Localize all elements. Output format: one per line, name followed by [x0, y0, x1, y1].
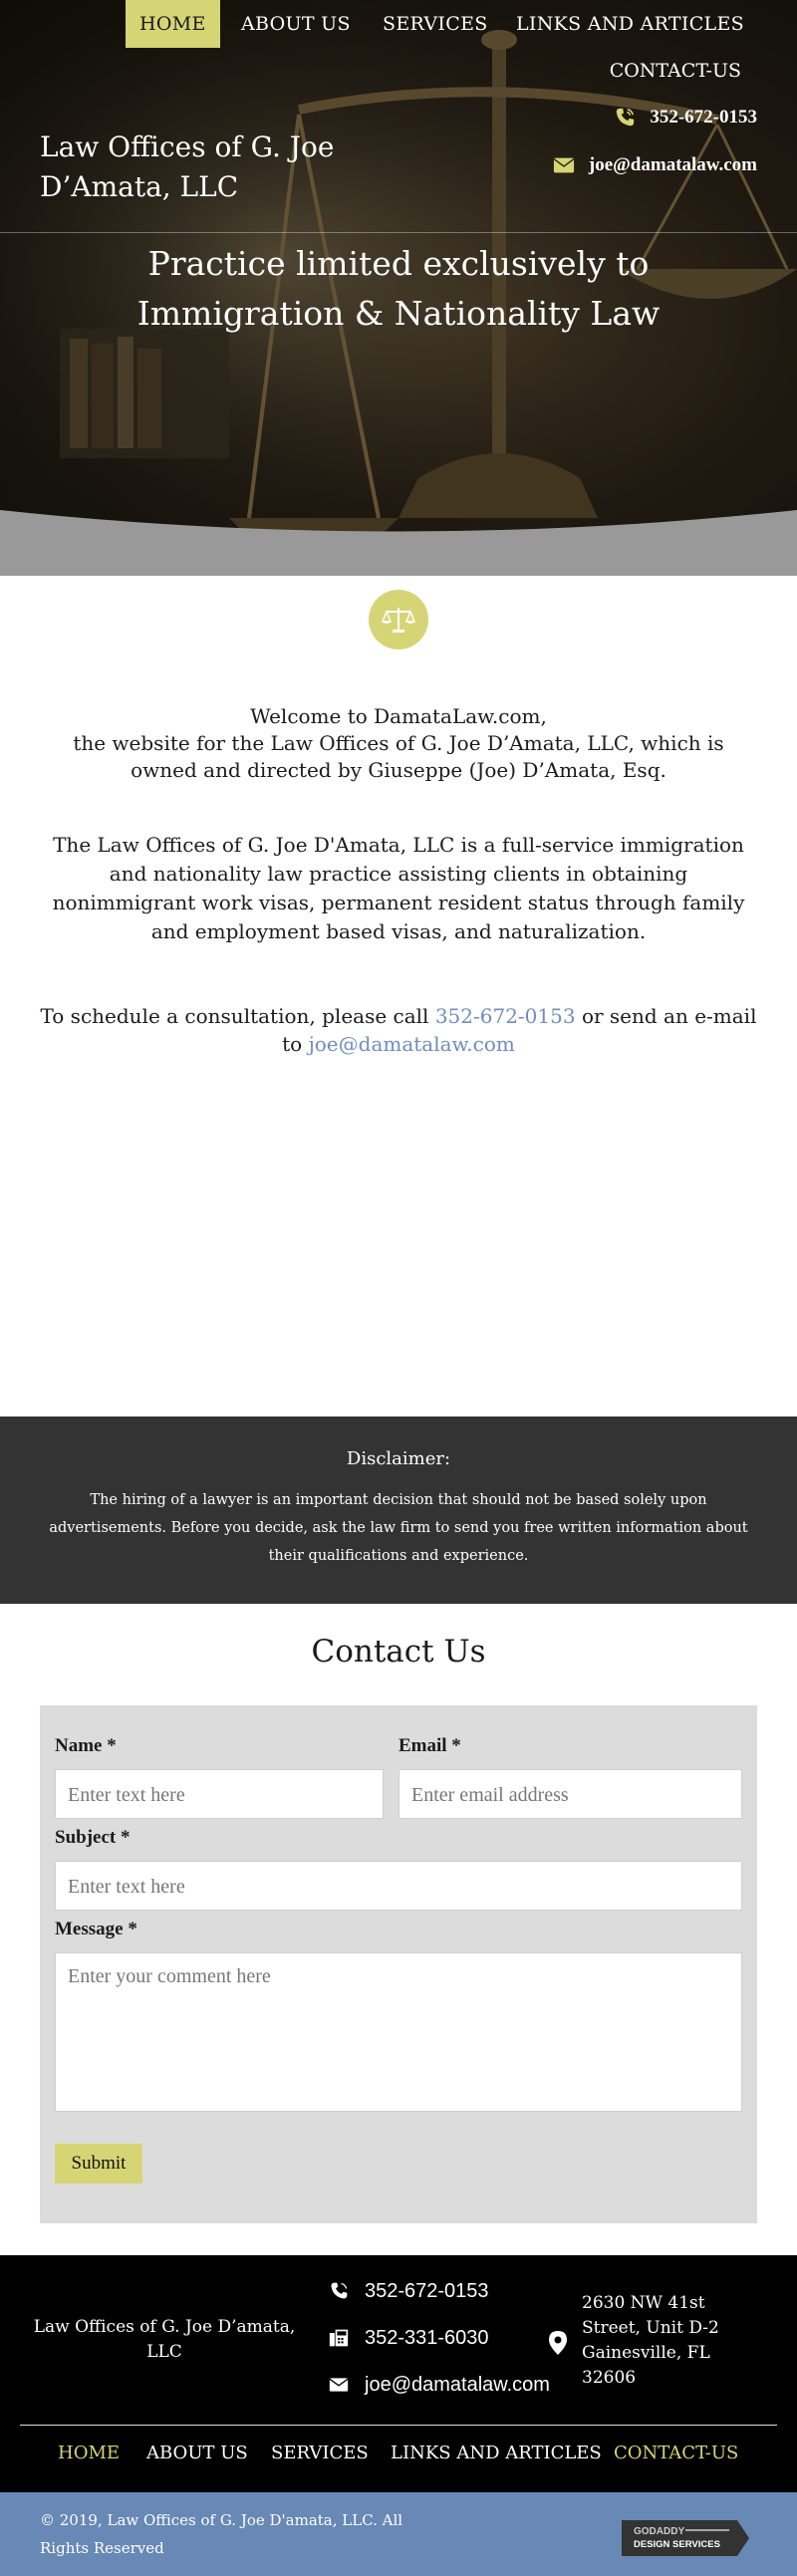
contact-title: Contact Us: [311, 1634, 486, 1670]
schedule-email-link[interactable]: joe@damatalaw.com: [308, 1032, 515, 1056]
godaddy-badge[interactable]: [622, 2520, 749, 2556]
schedule-middle: or send an e-mail to: [282, 1004, 757, 1056]
map-pin-icon: [548, 2331, 568, 2355]
copyright-bar: [0, 2492, 797, 2576]
nav-contact-us[interactable]: CONTACT-US: [609, 60, 741, 82]
welcome-line-2: the website for the Law Offices of G. Joe D’Amata, LLC, which is owned and directed by Giuseppe (Joe) D’Amata, Esq.: [73, 731, 724, 782]
schedule-prefix: To schedule a consultation, please call: [40, 1004, 429, 1028]
hero-tagline: Practice limited exclusively to Immigration & Nationality Law: [136, 244, 661, 333]
fax-icon: [329, 2328, 349, 2348]
envelope-icon: [329, 2375, 349, 2395]
email-label: Email *: [398, 1735, 461, 1756]
message-textarea[interactable]: Enter your comment here: [55, 1952, 742, 2112]
contact-form: [40, 1705, 757, 2223]
footer-brand: Law Offices of G. Joe D’amata, LLC: [33, 2317, 296, 2362]
hero-banner: [0, 0, 797, 576]
footer-nav-about-us[interactable]: ABOUT US: [146, 2443, 248, 2463]
message-label: Message *: [55, 1919, 137, 1939]
subject-input[interactable]: Enter text here: [55, 1861, 742, 1911]
schedule-phone-link[interactable]: 352-672-0153: [434, 1004, 576, 1028]
email-input[interactable]: Enter email address: [398, 1769, 742, 1819]
welcome-text: [40, 703, 757, 784]
welcome-line-1: Welcome to DamataLaw.com,: [250, 704, 547, 728]
envelope-icon: [553, 154, 575, 176]
intro-paragraph: The Law Offices of G. Joe D'Amata, LLC is a full-service immigration and nationality law practice assisting clients in obtaining nonimmigrant work visas, permanent resident status through family and employment based visas, and naturalization.: [52, 833, 745, 943]
disclaimer-title: Disclaimer:: [346, 1448, 451, 1469]
scales-icon: [382, 605, 415, 635]
footer-nav-contact-us[interactable]: CONTACT-US: [614, 2443, 739, 2463]
phone-icon: [329, 2281, 349, 2301]
godaddy-badge-line-2: DESIGN SERVICES: [634, 2539, 720, 2550]
footer-email-text: joe@damatalaw.com: [365, 2373, 550, 2396]
footer-fax-text: 352-331-6030: [365, 2326, 489, 2349]
scales-badge: [369, 590, 428, 649]
subject-label: Subject *: [55, 1827, 131, 1848]
footer-phone[interactable]: [329, 2273, 489, 2309]
name-input[interactable]: Enter text here: [55, 1769, 384, 1819]
submit-button[interactable]: Submit: [55, 2144, 142, 2184]
site-footer: [0, 2255, 797, 2492]
footer-fax: [329, 2320, 489, 2356]
header-email-text: joe@damatalaw.com: [588, 154, 757, 175]
name-label: Name *: [55, 1735, 117, 1756]
header-email[interactable]: [553, 145, 757, 185]
header-phone[interactable]: [614, 98, 757, 137]
disclaimer-section: [0, 1417, 797, 1604]
copyright-text: © 2019, Law Offices of G. Joe D'amata, LLC. All Rights Reserved: [40, 2511, 403, 2557]
godaddy-badge-line-1: GODADDY: [634, 2526, 685, 2537]
nav-services[interactable]: SERVICES: [383, 13, 488, 35]
footer-address: 2630 NW 41st Street, Unit D-2 Gainesville, FL 32606: [582, 2293, 719, 2388]
main-nav: [0, 0, 797, 48]
footer-email[interactable]: [329, 2367, 550, 2403]
nav-about-us[interactable]: ABOUT US: [241, 13, 351, 35]
disclaimer-text: The hiring of a lawyer is an important decision that should not be based solely upon advertisements. Before you decide, ask the law firm to send you free written information about their qualifications and experience.: [49, 1492, 748, 1564]
footer-nav-services[interactable]: SERVICES: [271, 2443, 369, 2463]
hero-divider: [0, 232, 797, 233]
nav-links-and-articles[interactable]: LINKS AND ARTICLES: [516, 13, 744, 35]
footer-nav-home[interactable]: HOME: [58, 2443, 121, 2463]
footer-divider: [20, 2425, 777, 2426]
schedule-paragraph: [40, 1002, 757, 1058]
nav-home[interactable]: HOME: [126, 0, 220, 48]
footer-phone-text: 352-672-0153: [365, 2279, 489, 2302]
phone-icon: [614, 107, 636, 129]
header-phone-text: 352-672-0153: [650, 107, 757, 128]
site-brand[interactable]: Law Offices of G. Joe D’Amata, LLC: [40, 130, 335, 203]
footer-nav-links-and-articles[interactable]: LINKS AND ARTICLES: [391, 2443, 602, 2463]
